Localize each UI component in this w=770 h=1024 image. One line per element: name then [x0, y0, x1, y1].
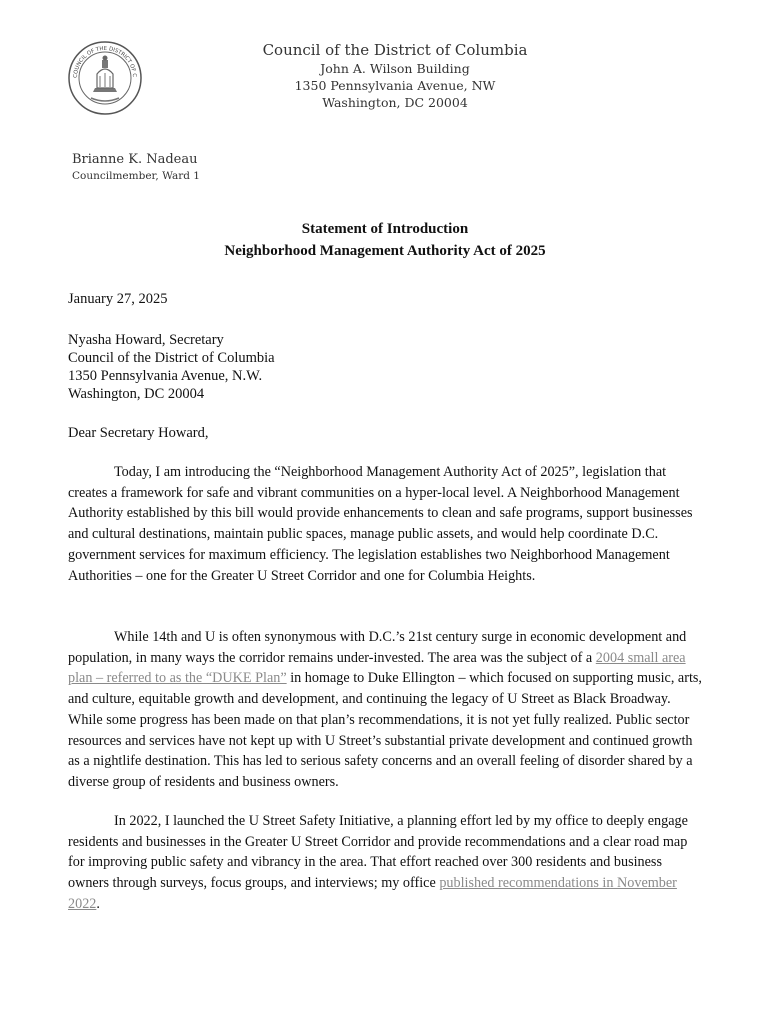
svg-text:COUNCIL OF THE DISTRICT OF COL: [67, 40, 137, 78]
paragraph-2-text-b: in homage to Duke Ellington – which focused on supporting music, arts, and culture, equitable growth and development, and continuing the legacy of U Street as Black Broadway. While some progress has been made on that plan’s recommendations, it is not yet fully realized. Public sector resources and services have not kept up with U Street’s substantial private development and continued growth as a nightlife destination. This has led to serious safety concerns and an overall feeling of disorder shared by a diverse group of residents and business owners.: [68, 670, 702, 790]
recommendations-link[interactable]: published recommendations in November 2022: [68, 875, 677, 912]
recipient-name: Nyasha Howard, Secretary: [68, 332, 224, 348]
sender-title: Councilmember, Ward 1: [72, 170, 200, 182]
heading-line-2: Neighborhood Management Authority Act of 2025: [224, 243, 546, 259]
letter-date: January 27, 2025: [68, 291, 168, 307]
recipient-street: 1350 Pennsylvania Avenue, N.W.: [68, 368, 263, 384]
paragraph-3-text-a: In 2022, I launched the U Street Safety Initiative, a planning effort led by my office to deeply engage residents and businesses in the Greater U Street Corridor and provide recommendations and a clear road map for improving public safety and vibrancy in the area. That effort reached over 300 residents and business owners through surveys, focus groups, and interviews; my office: [68, 813, 688, 892]
paragraph-2: [68, 627, 702, 793]
paragraph-2-text-a: While 14th and U is often synonymous with D.C.’s 21st century surge in economic development and population, in many ways the corridor remains under-invested. The area was the subject of a: [68, 629, 687, 666]
heading-line-1: Statement of Introduction: [301, 221, 469, 237]
document-heading: [0, 218, 770, 262]
paragraph-3: [68, 811, 702, 915]
letterhead-street: 1350 Pennsylvania Avenue, NW: [294, 78, 496, 93]
sender-name: Brianne K. Nadeau: [72, 152, 198, 167]
council-seal-icon: [67, 40, 143, 116]
recipient-org: Council of the District of Columbia: [68, 350, 275, 366]
seal-text: COUNCIL OF THE DISTRICT OF C: [72, 45, 138, 79]
duke-plan-link[interactable]: 2004 small area plan – referred to as the “DUKE Plan”: [68, 649, 686, 687]
letterhead: [230, 40, 560, 111]
recipient-address: [68, 331, 275, 403]
sender-block: [72, 151, 200, 183]
paragraph-3-text-b: .: [96, 895, 100, 912]
paragraph-1: [68, 462, 702, 586]
recipient-city: Washington, DC 20004: [68, 386, 205, 402]
letterhead-org: Council of the District of Columbia: [262, 41, 528, 59]
paragraph-1-text: Today, I am introducing the “Neighborhood Management Authority Act of 2025”, legislation that creates a framework for safe and vibrant communities on a hyper-local level. A Neighborhood Management Authority established by this bill would provide enhancements to clean and safe programs, support businesses and cultural destinations, maintain public spaces, manage public assets, and would help coordinate D.C. government services for maximum efficiency. The legislation establishes two Neighborhood Management Authorities – one for the Greater U Street Corridor and one for Columbia Heights.: [68, 464, 693, 584]
letterhead-building: John A. Wilson Building: [320, 61, 470, 76]
letterhead-city: Washington, DC 20004: [322, 95, 468, 110]
salutation: Dear Secretary Howard,: [68, 425, 209, 441]
